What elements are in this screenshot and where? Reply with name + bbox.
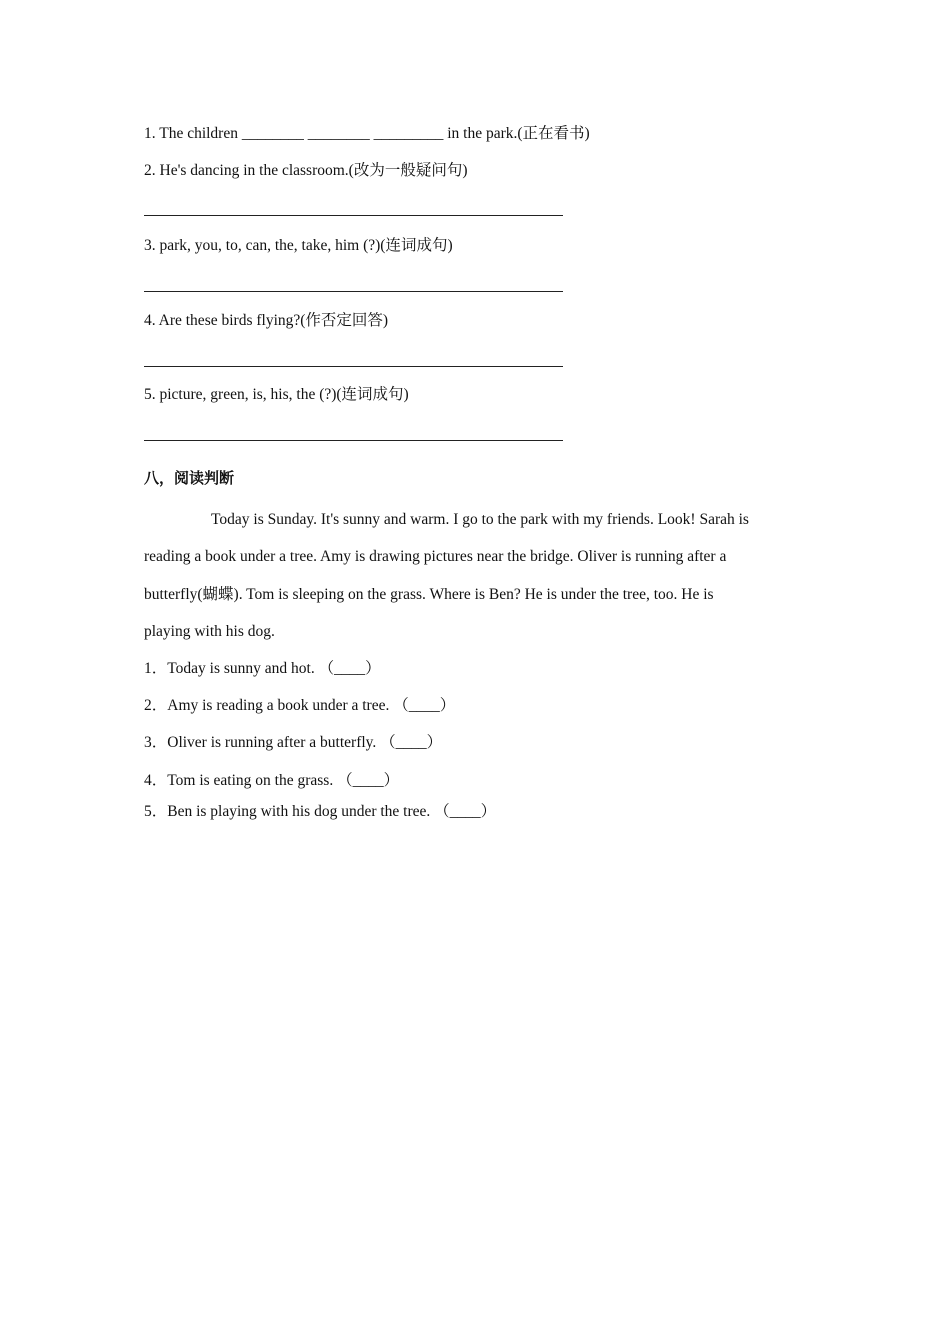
- passage-line-3: butterfly(蝴蝶). Tom is sleeping on the grass. Where is Ben? He is under the tree, too. He is: [144, 586, 714, 603]
- judge-question-4: 4．Tom is eating on the grass. （____）: [144, 772, 400, 789]
- judge-question-1: 1．Today is sunny and hot. （____）: [144, 660, 381, 677]
- passage-line-4: playing with his dog.: [144, 623, 275, 640]
- answer-line-2: [144, 215, 563, 216]
- answer-line-5: [144, 440, 563, 441]
- judge-question-5: 5．Ben is playing with his dog under the tree. （____）: [144, 803, 497, 820]
- judge-question-3: 3．Oliver is running after a butterfly. （____）: [144, 734, 443, 751]
- judge-question-2: 2．Amy is reading a book under a tree. （____）: [144, 697, 456, 714]
- exercise-question-4: 4. Are these birds flying?(作否定回答): [144, 312, 389, 329]
- section-title: 八，阅读判断: [144, 469, 235, 487]
- exercise-question-5: 5. picture, green, is, his, the (?)(连词成句): [144, 386, 409, 403]
- exercise-question-3: 3. park, you, to, can, the, take, him (?)(连词成句): [144, 237, 453, 254]
- exercise-question-1: 1. The children ________ ________ _________ in the park.(正在看书): [144, 125, 590, 142]
- answer-line-3: [144, 291, 563, 292]
- answer-line-4: [144, 366, 563, 367]
- exercise-question-2: 2. He's dancing in the classroom.(改为一般疑问句): [144, 162, 468, 179]
- passage-line-1: Today is Sunday. It's sunny and warm. I go to the park with my friends. Look! Sarah is: [211, 511, 749, 528]
- passage-line-2: reading a book under a tree. Amy is drawing pictures near the bridge. Oliver is running after a: [144, 548, 727, 565]
